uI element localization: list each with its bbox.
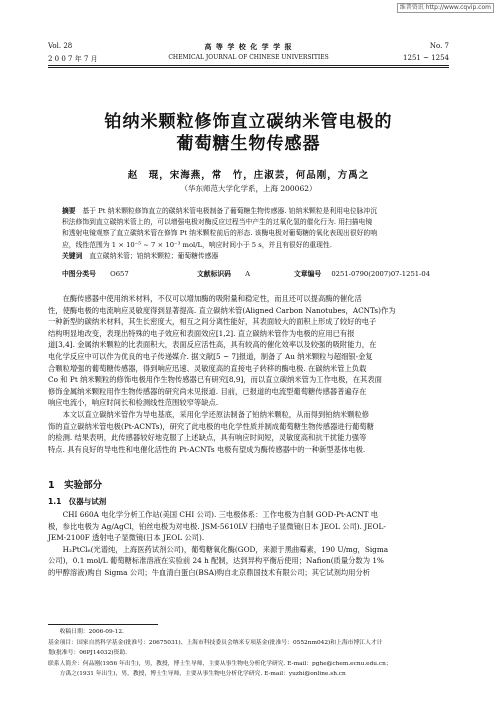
footnote-received: 收稿日期：2006-09-12.: [59, 629, 124, 635]
text-line: 结构明显地改变，表现出特殊的电子效应和表面效应[1,2]. 直立碳纳米管作为电极的应用已有报: [48, 328, 355, 338]
journal-name-en: CHEMICAL JOURNAL OF CHINESE UNIVERSITIES: [168, 54, 329, 61]
text-line: 饰的直立碳纳米管电极(Pt-ACNTs)，研究了此电极的电化学性质并制成葡萄糖生物传感器进行葡萄糖: [48, 421, 374, 431]
header-rule-thin: [48, 67, 449, 68]
intro-paragraph: [48, 409, 449, 455]
journal-name-cn: 高 等 学 校 化 学 学 报: [204, 42, 293, 51]
text-line: 性，使酶电极的电流响应灵敏度得到显著提高. 直立碳纳米管(Aligned Carbon Nanotubes，ACNTs)作为: [48, 305, 396, 315]
text-line: 修饰金属纳米颗粒用作生物传感器的研究尚未见报道. 目前，已报道的电流型葡萄糖传感器普遍存在: [48, 386, 367, 396]
text-line: CHI 660A 电化学分析工作站(美国 CHI 公司). 三电极体系：工作电极为自制 GOD-Pt-ACNT 电: [62, 510, 379, 519]
text-line: 极，参比电极为 Ag/AgCl，铂丝电极为对电极. JSM-5610LV 扫描电子显微镜(日本 JEOL 公司). JEOL-: [48, 521, 386, 531]
volume: Vol. 28: [48, 42, 73, 50]
keywords-label: 关键词: [62, 251, 83, 260]
text-line: Co 和 Pt 纳米颗粒的修饰电极用作生物传感器已有研究[8,9]，而以直立碳纳米管为工作电极，在其表面: [48, 375, 382, 385]
footnote-rule: [48, 624, 158, 625]
running-header-sub: [48, 54, 449, 64]
text-line: H₂PtCl₆(光谱纯，上海医药试剂公司)，葡萄糖氧化酶(GOD，来源于黑曲霉素，190 U/mg，Sigma: [62, 544, 389, 554]
abstract-line: 应，线性范围为 1 × 10⁻⁵ ~ 7 × 10⁻³ mol/L，响应时间小于 5 s，并且有很好的重现性.: [62, 240, 332, 249]
section-heading: 1 实验部分: [48, 480, 103, 491]
abstract-line: [62, 206, 435, 217]
page-range: 1251 ~ 1254: [403, 54, 449, 62]
text-line: 电化学反应中可以作为优良的电子传递媒介. 据文献[5 ~ 7]报道，制备了 Au 纳米颗粒与超细银-金复: [48, 351, 373, 361]
watermark: 维普资讯 http://www.cqvip.com: [397, 3, 494, 13]
text-line: 特点. 具有良好的导电性和电催化活性的 Pt-ACNTs 电极有望成为酶传感器中的一种新型基体电极.: [48, 444, 366, 454]
keywords: [62, 251, 435, 262]
intro-paragraph: [48, 293, 449, 409]
running-header: [48, 42, 449, 52]
doc-code-label: 文献标识码: [197, 270, 231, 278]
text-line: 本文以直立碳纳米管作为导电基底，采用化学还原法制备了铂纳米颗粒，从而得到铂纳米颗粒修: [62, 409, 370, 419]
text-line: 合颗粒增强的葡萄糖传感器，得到响应迅速、灵敏度高的直接电子转移的酶电极. 在碳纳米管上负载: [48, 363, 367, 373]
introduction: [48, 293, 449, 455]
affiliation: （华东师范大学化学系，上海 200062）: [180, 184, 317, 193]
subsection-heading: 1.1 仪器与试剂: [48, 497, 107, 506]
classification-row: [62, 268, 435, 278]
doc-code-value: A: [245, 270, 251, 278]
text-line: JEM-2100F 透射电子显微镜(日本 JEOL 公司).: [48, 533, 205, 543]
text-line: 一种新型的碳纳米材料，其生长密度大，相互之间分离性能好，其表面较大的面积上形成了较好的电子: [48, 317, 377, 327]
abstract-line: 和透射电镜观察了直立碳纳米管在修饰 Pt 纳米颗粒前后的形态. 该酶电极对葡萄糖的氧化表现出很好的响: [62, 229, 378, 238]
abstract-label: 摘要: [62, 207, 76, 215]
abstract-line: 积法修饰到直立碳纳米管上的，可以增强电极对酶反应过程当中产生的过氧化氢的催化行为. 用扫描电镜: [62, 218, 373, 227]
footnote-contact-cont: 方禹之(1931 年出生)，男，教授，博士生导师，主要从事生物电分析化学研究. E-mail：yuzhi@online.sh.cn: [59, 671, 346, 678]
article-no-value: 0251-0790(2007)07-1251-04: [331, 270, 431, 278]
publication-date: 2 0 0 7 年 7 月: [48, 55, 98, 63]
header-rule: [48, 65, 449, 66]
authors: 赵 琨，宋海燕，常 竹，庄淑芸，何品刚，方禹之: [127, 170, 370, 181]
footnote-contact: 联系人简介：何品刚(1956 年出生)，男，教授，博士生导师，主要从事生物电分析化学研究. E-mail：pghe@chem.ecnu.edu.cn；: [48, 660, 392, 667]
keywords-text: 直立碳纳米管；铂纳米颗粒；葡萄糖传感器: [89, 251, 219, 260]
text-line: 公司)，0.1 mol/L 葡萄糖标准溶液在实验前 24 h 配制，达到异构平衡后使用；Nafion(质量分数为 1%: [48, 556, 384, 566]
footnote-funding: 基金项目：国家自然科学基金(批准号：20675031)、上海市科技委员会纳米专项基金(批准号：0552nm042)和上海市博江人才计: [48, 639, 383, 646]
paper-title-line1: 铂纳米颗粒修饰直立碳纳米管电极的: [104, 112, 393, 132]
issue: No. 7: [429, 42, 449, 50]
text-line: 响应电流小，响应时间长和检测线性范围较窄等缺点.: [48, 398, 219, 408]
footnote-funding-cont: 划(批准号：06PJ14032)资助.: [48, 650, 127, 657]
abstract: [62, 206, 435, 262]
abstract-text: 基于 Pt 纳米颗粒修饰直立的碳纳米管电极制备了葡萄糖生物传感器. 铂纳米颗粒是利用电位脉冲沉: [82, 207, 378, 215]
text-line: 的甲醇溶液)购自 Sigma 公司；牛血清白蛋白(BSA)购自北京鼎国技术有限公司；其它试剂均用分析: [48, 567, 371, 577]
clc-label: 中图分类号: [62, 270, 96, 278]
article-no-label: 文章编号: [294, 270, 322, 278]
experimental-text: [48, 509, 449, 579]
paper-title-line2: 葡萄糖生物传感器: [176, 134, 321, 154]
footnotes: [48, 627, 449, 680]
text-line: 道[3,4]. 金属纳米颗粒的比表面积大，表面反应活性高，具有较高的催化效率以及较强的吸附能力，在: [48, 340, 377, 350]
text-line: 的检测. 结果表明，此传感器较好地克服了上述缺点，具有响应时间短，灵敏度高和抗干扰能力强等: [48, 433, 367, 443]
clc-value: O657: [110, 270, 129, 278]
text-line: 在酶传感器中使用纳米材料，不仅可以增加酶的吸附量和稳定性，而且还可以提高酶的催化活: [62, 294, 362, 303]
